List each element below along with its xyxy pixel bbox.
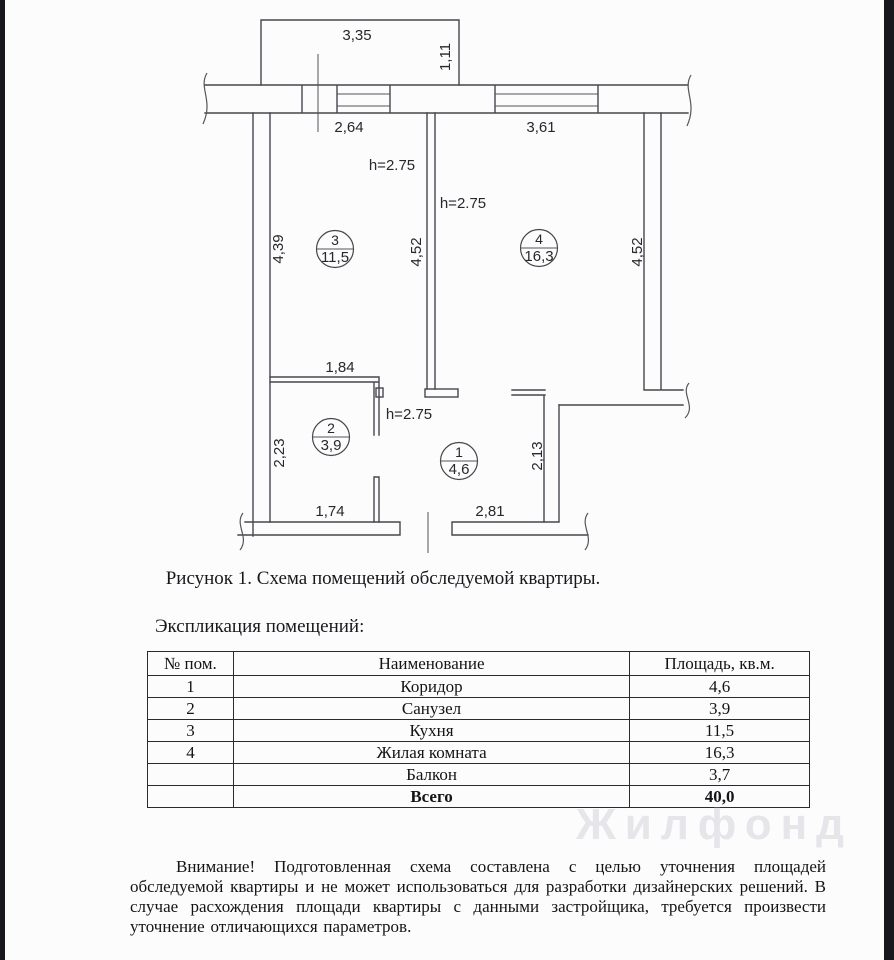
table-row — [148, 764, 810, 786]
wall-break-marks — [203, 73, 691, 550]
table-header-row — [148, 652, 810, 676]
bottom-wall — [238, 522, 588, 535]
cell-area: 4,6 — [630, 676, 810, 698]
cell-number: 2 — [148, 698, 234, 720]
dim-living-depth: 4,52 — [629, 237, 646, 267]
cell-number: 4 — [148, 742, 234, 764]
watermark: Жилфонд — [576, 800, 854, 849]
dim-living-window-wall: 3,61 — [526, 119, 556, 136]
table-row — [148, 698, 810, 720]
window-glass-lines — [337, 94, 598, 106]
dim-hall-height: 2,13 — [529, 441, 546, 471]
dim-hall-width: 2,81 — [475, 503, 505, 520]
room-label-living — [521, 230, 558, 267]
ceiling-height-kitchen: h=2.75 — [368, 157, 416, 174]
cell-name: Жилая комната — [233, 742, 629, 764]
cell-total-area: 40,0 — [630, 786, 810, 808]
room-label-bathroom — [313, 419, 350, 456]
room-label-hall — [441, 443, 478, 480]
table-row — [148, 720, 810, 742]
dim-kitchen-depth: 4,39 — [270, 234, 287, 264]
room-area: 4,6 — [448, 461, 470, 478]
cell-name: Балкон — [233, 764, 629, 786]
dim-balcony-depth: 1,11 — [437, 42, 454, 72]
cell-number: 3 — [148, 720, 234, 742]
cell-area: 16,3 — [630, 742, 810, 764]
col-header-name: Наименование — [233, 652, 629, 676]
room-area: 16,3 — [524, 248, 554, 265]
top-wall — [205, 85, 688, 113]
middle-wall-foot — [425, 389, 458, 397]
room-label-kitchen — [317, 231, 354, 268]
explication-title: Экспликация помещений: — [155, 616, 365, 637]
room-area: 3,9 — [320, 437, 342, 454]
cell-name: Санузел — [233, 698, 629, 720]
dim-bathroom-height: 2,23 — [271, 438, 288, 468]
cell-name: Кухня — [233, 720, 629, 742]
right-wall — [559, 113, 683, 405]
cell-total-label: Всего — [233, 786, 629, 808]
dim-bathroom-top: 1,84 — [325, 359, 355, 376]
cell-number — [148, 764, 234, 786]
room-number: 4 — [535, 231, 543, 247]
dim-balcony-width: 3,35 — [342, 27, 372, 44]
ceiling-height-living: h=2.75 — [439, 195, 487, 212]
room-area: 11,5 — [320, 249, 350, 266]
cell-area: 3,7 — [630, 764, 810, 786]
disclaimer-note: Внимание! Подготовленная схема составлена с целью уточнения площадей обследуемой квартиры и не может использоваться для разработки дизайнерских решений. В случае расхождения площади квартиры с данными застройщика, требуется произвести уточнение отличающихся параметров. — [130, 857, 826, 936]
dim-bathroom-bottom: 1,74 — [315, 503, 345, 520]
room-number: 3 — [331, 232, 339, 248]
cell-area: 3,9 — [630, 698, 810, 720]
col-header-area: Площадь, кв.м. — [630, 652, 810, 676]
cell-number: 1 — [148, 676, 234, 698]
cell-number — [148, 786, 234, 808]
middle-wall — [427, 113, 435, 389]
left-wall — [253, 113, 270, 536]
col-header-number: № пом. — [148, 652, 234, 676]
dim-kitchen-window-wall: 2,64 — [334, 119, 364, 136]
dim-mid-depth: 4,52 — [408, 237, 425, 267]
room-number: 2 — [327, 420, 335, 436]
figure-caption: Рисунок 1. Схема помещений обследуемой квартиры. — [165, 568, 601, 589]
room-number: 1 — [455, 444, 463, 460]
explication-table — [147, 651, 810, 808]
cell-name: Коридор — [233, 676, 629, 698]
table-row — [148, 676, 810, 698]
table-row — [148, 742, 810, 764]
ceiling-height-hall: h=2.75 — [385, 406, 433, 423]
cell-area: 11,5 — [630, 720, 810, 742]
